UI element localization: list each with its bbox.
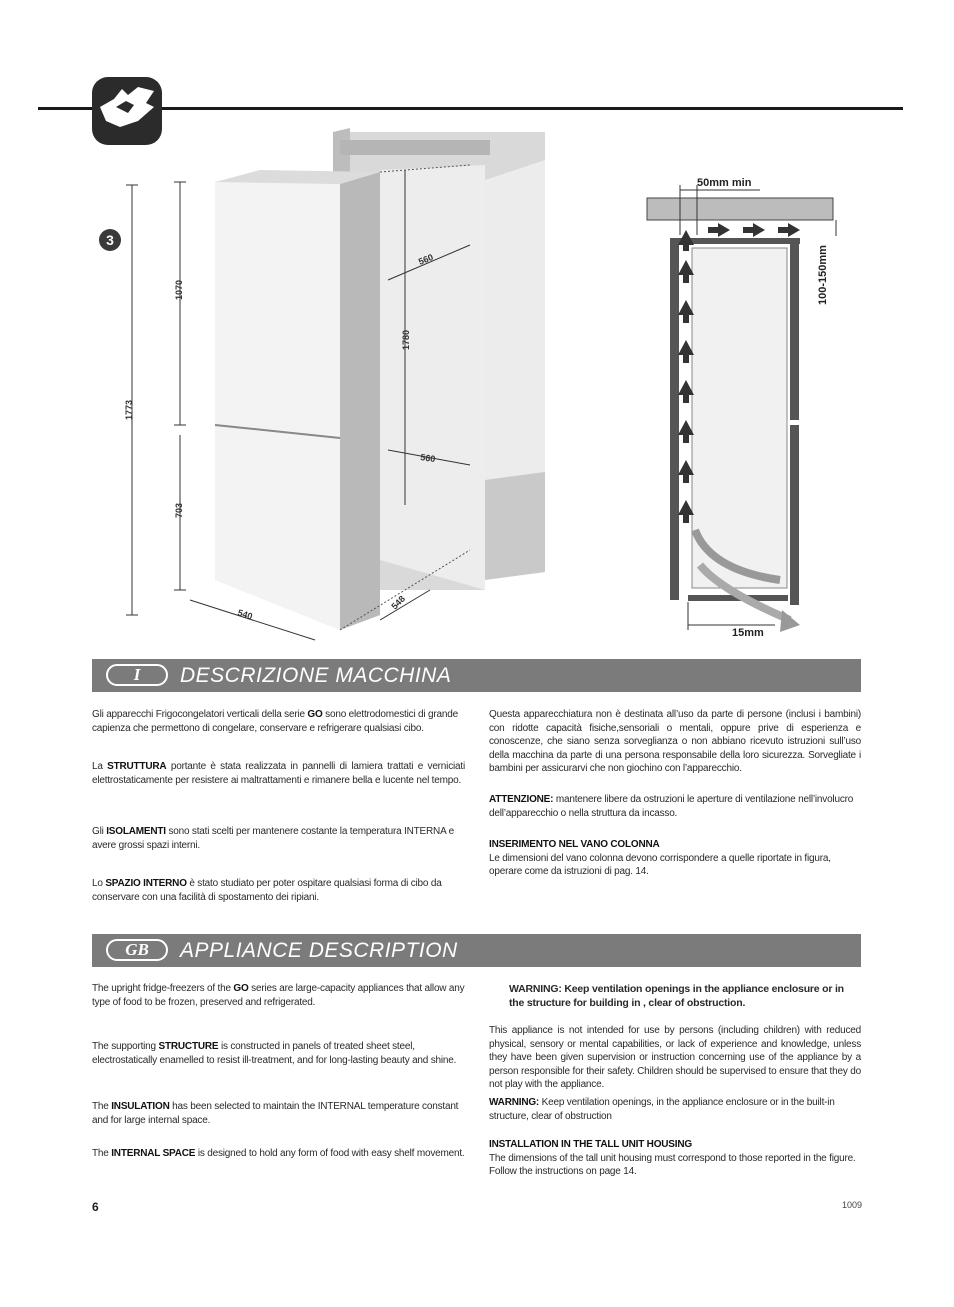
countertop (647, 198, 833, 220)
dim-560-bottom: 560 (419, 452, 436, 465)
gb-para-1: The upright fridge-freezers of the GO series are large-capacity appliances that allow any type of food to be frozen, preserved and refrigerated. (92, 983, 465, 1008)
gap-bottom-label: 15mm (732, 627, 764, 639)
built-in-diagram (90, 120, 610, 650)
dim-560-top: 560 (417, 251, 435, 267)
it-para-4: Lo SPAZIO INTERNO è stato studiato per poter ospitare qualsiasi forma di cibo da conservare con una facilità di spostamento dei ripiani. (92, 878, 442, 903)
dim-548: 548 (389, 593, 408, 612)
step-number: 3 (106, 232, 114, 248)
it-para-1: Gli apparecchi Frigocongelatori verticali della serie GO sono elettrodomestici di grande capienza che permettono di congelare, conservare e refrigerare qualsiasi cibo. (92, 709, 458, 734)
section-header-gb (92, 934, 861, 967)
language-badge-it: I (106, 664, 168, 686)
it-right-para-1: Questa apparecchiatura non è destinata all’uso da parte di persone (inclusi i bambini) con ridotte capacità fisiche,sensoriali o mentali, oppure prive di esperienza e conoscenze, che siano senza sorveglianza o non abbiano ricevuto istruzioni sull’uso della macchina da parte di una persona responsabile della loro sicurezza. Sorvegliate i bambini per assicurarvi che non giochino con l’apparecchio. (489, 709, 861, 774)
section-title-it: DESCRIZIONE MACCHINA (180, 664, 452, 687)
dim-1780: 1780 (401, 329, 411, 350)
gb-install: INSTALLATION IN THE TALL UNIT HOUSING The dimensions of the tall unit housing must correspond to those reported in the figure. Follow the instructions on page 14. (489, 1139, 856, 1177)
dim-1773: 1773 (124, 399, 134, 420)
page-number: 6 (92, 1200, 99, 1214)
dim-703: 703 (174, 502, 184, 518)
ventilation-diagram (640, 170, 840, 640)
gb-warning: WARNING: Keep ventilation openings, in the appliance enclosure or in the built-in structure, clear of obstruction (489, 1097, 835, 1122)
gap-top-label: 50mm min (697, 177, 752, 189)
gb-right-para-1: This appliance is not intended for use by persons (including children) with reduced physical, sensory or mental capabilities, or lack of experience and knowledge, unless they have been given supervision or instruction concerning use of the appliance by a person responsible for their safety. Children should be supervised to ensure that they do not play with the appliance. (489, 1025, 861, 1090)
section-title-gb: APPLIANCE DESCRIPTION (180, 939, 458, 962)
gb-para-4: The INTERNAL SPACE is designed to hold any form of food with easy shelf movement. (92, 1148, 465, 1159)
gb-para-2: The supporting STRUCTURE is constructed in panels of treated sheet steel, electrostatically enamelled to resist ill-treatment, and for long-lasting beauty and shine. (92, 1041, 457, 1066)
gap-side-label: 100-150mm (817, 245, 829, 305)
appliance-side (692, 248, 787, 588)
dim-540: 540 (236, 607, 254, 622)
it-para-2: La STRUTTURA portante è stata realizzata in pannelli di lamiera trattati e verniciati elettrostaticamente per resistere ai maltrattamenti e rimanere bella e lucente nel tempo. (92, 761, 465, 786)
language-badge-gb: GB (106, 939, 168, 961)
document-code: 1009 (842, 1200, 863, 1210)
gb-warning-top: WARNING: Keep ventilation openings in the appliance enclosure or in the structure for building in , clear of obstruction. (509, 983, 844, 1009)
gb-para-3: The INSULATION has been selected to maintain the INTERNAL temperature constant and for large internal space. (92, 1101, 459, 1126)
dim-1070: 1070 (174, 279, 184, 300)
it-insert: INSERIMENTO NEL VANO COLONNA Le dimensioni del vano colonna devono corrispondere a quelle riportate in figura, operare come da istruzioni di pag. 14. (489, 839, 831, 877)
it-para-3: Gli ISOLAMENTI sono stati scelti per mantenere costante la temperatura INTERNA e avere grossi spazi interni. (92, 826, 454, 851)
it-attention: ATTENZIONE: mantenere libere da ostruzioni le aperture di ventilazione nell’involucro dell’apparecchio o nella struttura da incasso. (489, 794, 854, 819)
section-header-it (92, 659, 861, 692)
header-rule (38, 107, 903, 110)
